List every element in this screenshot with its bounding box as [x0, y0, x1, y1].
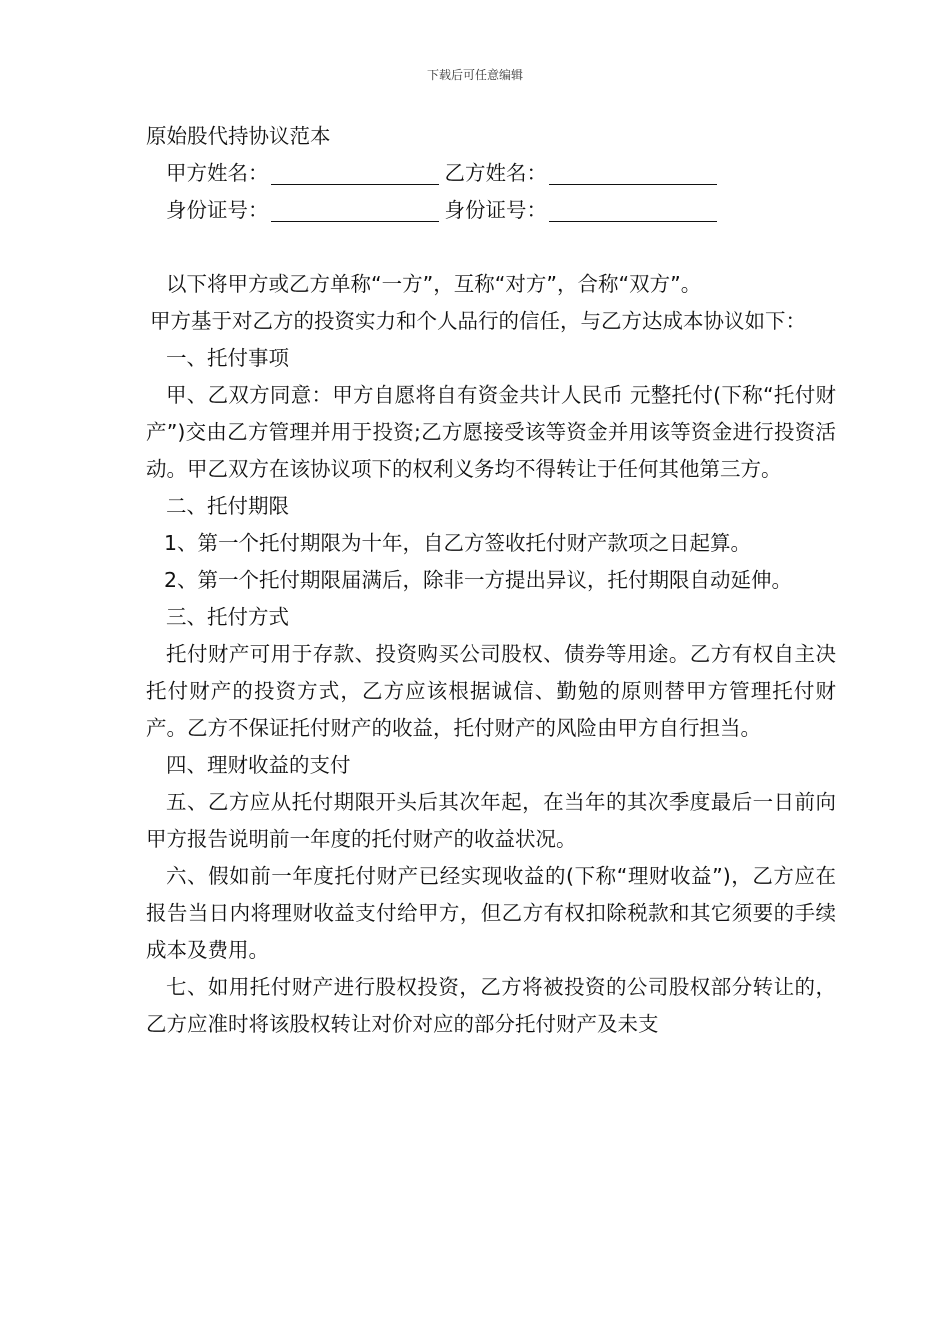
party-a-id-blank — [271, 199, 439, 222]
section-2-item-1: 1、第一个托付期限为十年，自乙方签收托付财产款项之日起算。 — [164, 531, 752, 555]
name-fields-row — [166, 155, 836, 192]
section-2-heading: 二、托付期限 — [166, 494, 289, 518]
id-fields-row — [166, 192, 836, 229]
party-a-name-blank — [271, 162, 439, 185]
section-7-body: 七、如用托付财产进行股权投资，乙方将被投资的公司股权部分转让的，乙方应准时将该股权转让对价对应的部分托付财产及未支 — [146, 975, 836, 1036]
intro-paragraph-1: 以下将甲方或乙方单称“一方”，互称“对方”，合称“双方”。 — [166, 272, 702, 296]
document-body — [146, 118, 836, 1043]
section-1-heading: 一、托付事项 — [166, 346, 289, 370]
party-b-id-label: 身份证号： — [444, 198, 547, 222]
party-b-id-blank — [549, 199, 717, 222]
intro-paragraph-2: 甲方基于对乙方的投资实力和个人品行的信任，与乙方达成本协议如下： — [150, 309, 806, 333]
section-3-body: 托付财产可用于存款、投资购买公司股权、债券等用途。乙方有权自主决托付财产的投资方式，乙方应该根据诚信、勤勉的原则替甲方管理托付财产。乙方不保证托付财产的收益，托付财产的风险由甲方自行担当。 — [146, 642, 836, 740]
party-b-name-label: 乙方姓名： — [444, 161, 547, 185]
page-header-note: 下载后可任意编辑 — [426, 68, 523, 82]
blank-spacer — [146, 229, 836, 266]
section-4-heading: 四、理财收益的支付 — [166, 753, 351, 777]
document-title: 原始股代持协议范本 — [146, 124, 331, 148]
party-a-name-label: 甲方姓名： — [166, 161, 269, 185]
section-6-body: 六、假如前一年度托付财产已经实现收益的(下称“理财收益”)，乙方应在报告当日内将理财收益支付给甲方，但乙方有权扣除税款和其它须要的手续成本及费用。 — [146, 864, 836, 962]
section-1-body: 甲、乙双方同意：甲方自愿将自有资金共计人民币 元整托付(下称“托付财产”)交由乙方管理并用于投资;乙方愿接受该等资金并用该等资金进行投资活动。甲乙双方在该协议项下的权利义务均不得转让于任何其他第三方。 — [146, 383, 836, 481]
section-5-body: 五、乙方应从托付期限开头后其次年起，在当年的其次季度最后一日前向甲方报告说明前一年度的托付财产的收益状况。 — [146, 790, 836, 851]
section-3-heading: 三、托付方式 — [166, 605, 289, 629]
party-a-id-label: 身份证号： — [166, 198, 269, 222]
section-2-item-2: 2、第一个托付期限届满后，除非一方提出异议，托付期限自动延伸。 — [164, 568, 793, 592]
party-b-name-blank — [549, 162, 717, 185]
